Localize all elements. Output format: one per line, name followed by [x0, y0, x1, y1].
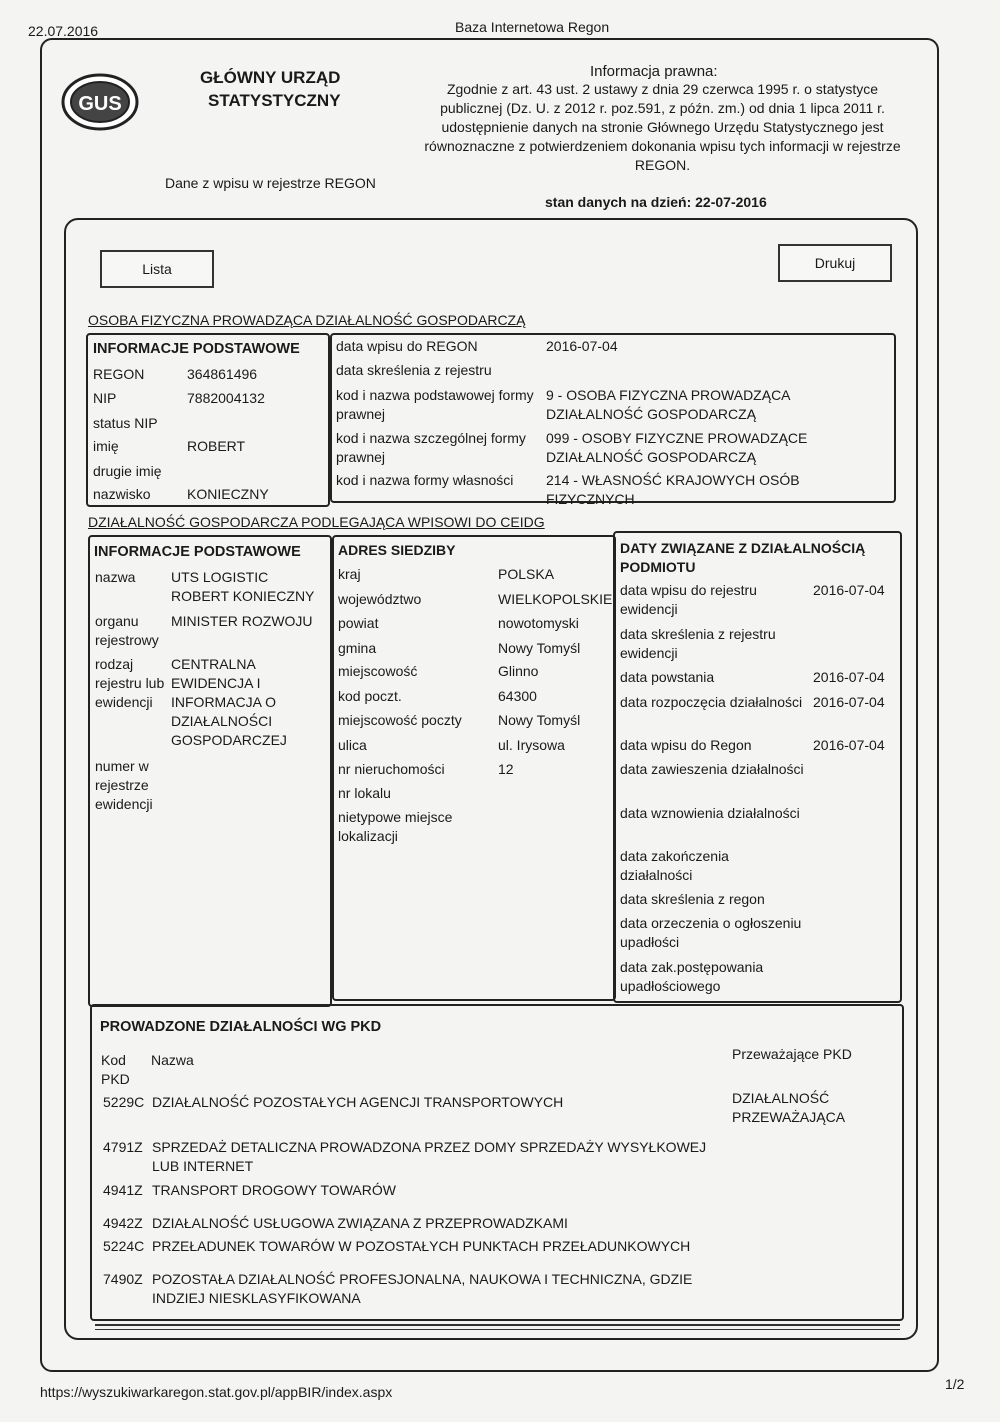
field-label: kod poczt.: [338, 688, 402, 704]
pkd-code: 7490Z: [103, 1271, 143, 1287]
field-label: data wznowienia działalności: [620, 805, 800, 821]
field-value: MINISTER ROZWOJU: [171, 613, 313, 629]
pkd-main: DZIAŁALNOŚĆ PRZEWAŻAJĄCA: [732, 1090, 846, 1125]
field-label: data wpisu do Regon: [620, 737, 752, 753]
field-label: numer w rejestrze ewidencji: [95, 758, 153, 812]
field-value: POLSKA: [498, 566, 555, 582]
section2-title: DZIAŁALNOŚĆ GOSPODARCZA PODLEGAJĄCA WPISOWI DO CEIDG: [88, 514, 545, 530]
field-label: województwo: [338, 591, 422, 607]
field-label: powiat: [338, 615, 379, 631]
field-label: nr nieruchomości: [338, 761, 445, 777]
print-url[interactable]: https://wyszukiwarkaregon.stat.gov.pl/appBIR/index.aspx: [40, 1384, 393, 1400]
field-label: kod i nazwa formy własności: [336, 472, 514, 488]
lista-button[interactable]: Lista: [100, 250, 214, 288]
field-value: KONIECZNY: [187, 486, 269, 502]
field-label: imię: [93, 438, 119, 454]
field-value: 099 - OSOBY FIZYCZNE PROWADZĄCE DZIAŁALNOŚĆ GOSPODARCZĄ: [546, 430, 808, 465]
pkd-code: 4941Z: [103, 1182, 143, 1198]
field-label: organu rejestrowy: [95, 613, 159, 648]
field-value: 12: [498, 761, 514, 777]
pkd-name: DZIAŁALNOŚĆ POZOSTAŁYCH AGENCJI TRANSPORTOWYCH: [152, 1094, 564, 1110]
legal-title: Informacja prawna:: [590, 63, 718, 80]
section1-title: OSOBA FIZYCZNA PROWADZĄCA DZIAŁALNOŚĆ GOSPODARCZĄ: [88, 312, 526, 328]
field-label: nietypowe miejsce lokalizacji: [338, 809, 453, 844]
pkd-code: 4791Z: [103, 1139, 143, 1155]
field-value: 364861496: [187, 366, 258, 382]
field-value: 214 - WŁASNOŚĆ KRAJOWYCH OSÓB FIZYCZNYCH: [546, 472, 800, 507]
field-value: WIELKOPOLSKIE: [498, 591, 613, 607]
state-date: stan danych na dzień: 22-07-2016: [545, 194, 767, 210]
field-label: miejscowość poczty: [338, 712, 462, 728]
pkd-name: SPRZEDAŻ DETALICZNA PROWADZONA PRZEZ DOMY SPRZEDAŻY WYSYŁKOWEJ LUB INTERNET: [152, 1139, 707, 1174]
header-subtitle: Dane z wpisu w rejestrze REGON: [165, 175, 376, 191]
pkd-col-code: Kod PKD: [101, 1052, 130, 1087]
org-name-line1: GŁÓWNY URZĄD: [200, 68, 341, 87]
field-label: data zak.postępowania upadłościowego: [620, 959, 764, 994]
pkd-title: PROWADZONE DZIAŁALNOŚCI WG PKD: [100, 1019, 382, 1035]
field-label: data rozpoczęcia działalności: [620, 694, 803, 710]
field-label: kod i nazwa podstawowej formy prawnej: [336, 387, 534, 422]
field-label: nr lokalu: [338, 785, 391, 801]
field-label: kraj: [338, 566, 361, 582]
field-value: nowotomyski: [498, 615, 579, 631]
field-label: miejscowość: [338, 663, 418, 679]
field-label: drugie imię: [93, 463, 162, 479]
field-label: data zakończenia działalności: [620, 848, 729, 883]
pkd-col-name: Nazwa: [151, 1052, 194, 1068]
pkd-name: TRANSPORT DROGOWY TOWARÓW: [152, 1182, 396, 1198]
field-label: gmina: [338, 640, 377, 656]
field-value: Glinno: [498, 663, 539, 679]
field-label: nazwisko: [93, 486, 151, 502]
field-value: UTS LOGISTIC ROBERT KONIECZNY: [171, 569, 315, 604]
pkd-col-main: Przeważające PKD: [732, 1046, 852, 1062]
field-label: data wpisu do rejestru ewidencji: [620, 582, 757, 617]
logo-text: GUS: [78, 93, 122, 115]
pkd-code: 5229C: [103, 1094, 145, 1110]
pkd-bottom-rule: [95, 1324, 900, 1330]
pkd-name: PRZEŁADUNEK TOWARÓW W POZOSTAŁYCH PUNKTACH PRZEŁADUNKOWYCH: [152, 1238, 691, 1254]
field-label: data skreślenia z rejestru: [336, 362, 492, 378]
field-value: 2016-07-04: [546, 338, 618, 354]
field-label: REGON: [93, 366, 145, 382]
field-value: 2016-07-04: [813, 669, 885, 685]
field-value: 64300: [498, 688, 537, 704]
field-label: data skreślenia z rejestru ewidencji: [620, 626, 776, 661]
field-label: data orzeczenia o ogłoszeniu upadłości: [620, 915, 802, 950]
print-page-number: 1/2: [945, 1376, 965, 1392]
print-page-title: Baza Internetowa Regon: [455, 19, 610, 35]
pkd-code: 4942Z: [103, 1215, 143, 1231]
field-value: 2016-07-04: [813, 737, 885, 753]
org-name-line2: STATYSTYCZNY: [208, 91, 341, 110]
pkd-name: POZOSTAŁA DZIAŁALNOŚĆ PROFESJONALNA, NAUKOWA I TECHNICZNA, GDZIE INDZIEJ NIESKLASYFIKOWANA: [152, 1271, 693, 1306]
print-date: 22.07.2016: [28, 23, 99, 39]
field-value: ul. Irysowa: [498, 737, 565, 753]
field-label: rodzaj rejestru lub ewidencji: [95, 656, 165, 710]
section1-basic-title: INFORMACJE PODSTAWOWE: [93, 341, 300, 357]
field-label: status NIP: [93, 415, 158, 431]
field-value: Nowy Tomyśl: [498, 640, 581, 656]
field-label: NIP: [93, 390, 117, 406]
section2-dates-title: DATY ZWIĄZANE Z DZIAŁALNOŚCIĄ PODMIOTU: [620, 540, 866, 575]
field-label: nazwa: [95, 569, 136, 585]
field-value: 2016-07-04: [813, 582, 885, 598]
field-label: data wpisu do REGON: [336, 338, 478, 354]
field-value: 2016-07-04: [813, 694, 885, 710]
gus-logo: [60, 72, 140, 132]
pkd-name: DZIAŁALNOŚĆ USŁUGOWA ZWIĄZANA Z PRZEPROWADZKAMI: [152, 1215, 568, 1231]
field-label: kod i nazwa szczególnej formy prawnej: [336, 430, 526, 465]
field-value: CENTRALNA EWIDENCJA I INFORMACJA O DZIAŁALNOŚCI GOSPODARCZEJ: [171, 656, 287, 748]
print-button[interactable]: Drukuj: [778, 244, 892, 282]
legal-text: Zgodnie z art. 43 ust. 2 ustawy z dnia 29 czerwca 1995 r. o statystyce publicznej (Dz. U. z 2012 r. poz.591, z późn. zm.) od dnia 1 lipca 2011 r. udostępnienie danych na stronie Głównego Urzędu Statystycznego jest równoznaczne z potwierdzeniem dokonania wpisu tych informacji w rejestrze REGON.: [424, 81, 901, 173]
field-value: 7882004132: [187, 390, 265, 406]
field-label: data zawieszenia działalności: [620, 761, 804, 777]
field-label: data powstania: [620, 669, 715, 685]
section2-address-title: ADRES SIEDZIBY: [338, 542, 456, 558]
field-value: Nowy Tomyśl: [498, 712, 581, 728]
section2-basic-title: INFORMACJE PODSTAWOWE: [94, 544, 301, 560]
field-label: data skreślenia z regon: [620, 891, 765, 907]
field-label: ulica: [338, 737, 367, 753]
pkd-code: 5224C: [103, 1238, 145, 1254]
field-value: ROBERT: [187, 438, 246, 454]
field-value: 9 - OSOBA FIZYCZNA PROWADZĄCA DZIAŁALNOŚĆ GOSPODARCZĄ: [546, 387, 790, 422]
